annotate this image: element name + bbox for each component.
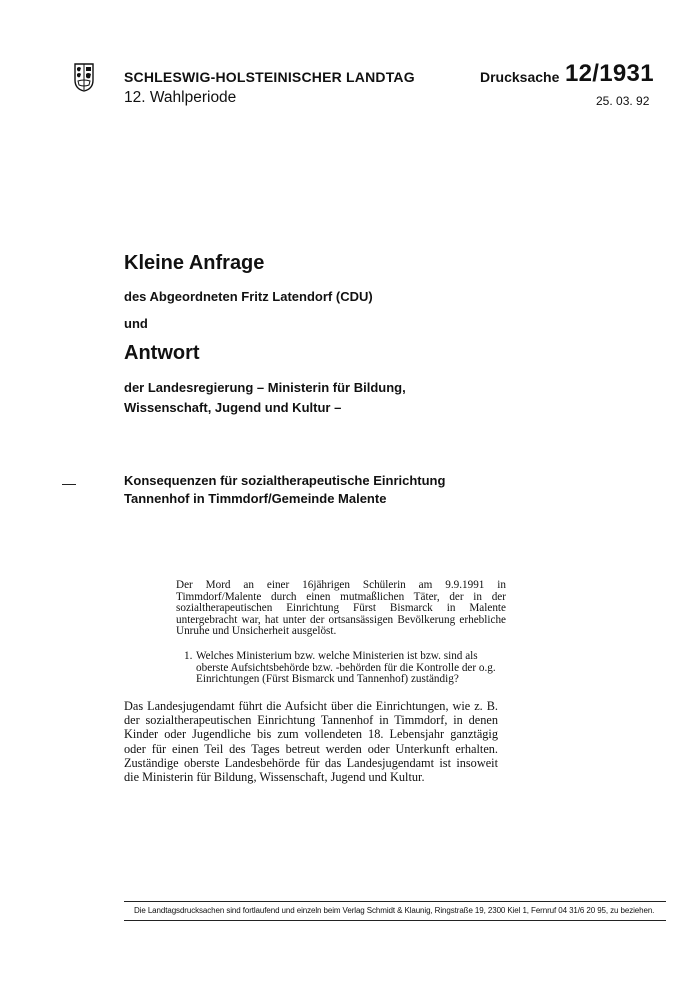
question-1-number: 1. [184, 650, 193, 662]
coat-of-arms-icon [74, 62, 94, 92]
election-period: 12. Wahlperiode [124, 89, 237, 106]
document-date: 25. 03. 92 [596, 94, 650, 108]
heading-antwort: Antwort [124, 342, 200, 364]
footer-note: Die Landtagsdrucksachen sind fortlaufend und einzeln beim Verlag Schmidt & Klaunig, Ringstraße 19, 2300 Kiel 1, Fernruf 04 31/6 20 95, zu beziehen. [134, 906, 655, 915]
footer-rule-bottom [124, 920, 666, 921]
conjunction-und: und [124, 316, 148, 331]
answer-text: Das Landesjugendamt führt die Aufsicht über die Einrichtungen, wie z. B. der sozialtherapeutischen Einrichtung Tannenhof in Timmdorf, in denen Kinder oder Jugendliche bis zum vollendeten 18. Lebensjahr ganztägig oder für einen Teil des Tages betreut werden oder Unterkunft erhalten. Zuständige oberste Landesbehörde für das Landesjugendamt ist insoweit die Ministerin für Bildung, Wissenschaft, Jugend und Kultur. [124, 699, 498, 785]
questioner-line: des Abgeordneten Fritz Latendorf (CDU) [124, 289, 373, 304]
question-1-text: Welches Ministerium bzw. welche Ministerien ist bzw. sind als oberste Aufsichtsbehörde bzw. -behörden für die Kontrolle der o.g. Einrichtungen (Fürst Bismarck und Tannenhof) zuständig? [196, 650, 496, 685]
footer-rule-top [124, 901, 666, 902]
subject-line-2: Tannenhof in Timmdorf/Gemeinde Malente [124, 491, 387, 506]
respondent-line-1: der Landesregierung – Ministerin für Bildung, [124, 380, 406, 395]
heading-kleine-anfrage: Kleine Anfrage [124, 252, 265, 274]
drucksache-number: 12/1931 [565, 60, 654, 87]
institution-name: SCHLESWIG-HOLSTEINISCHER LANDTAG [124, 69, 415, 85]
respondent-line-2: Wissenschaft, Jugend und Kultur – [124, 400, 342, 415]
question-intro: Der Mord an einer 16jährigen Schülerin am 9.9.1991 in Timmdorf/Malente durch einen mutmaßlichen Täter, der in der sozialtherapeutischen Einrichtung Fürst Bismarck in Malente untergebracht war, hat unter der ortsansässigen Bevölkerung erhebliche Unruhe und Unsicherheit ausgelöst. [176, 579, 506, 637]
drucksache-label: Drucksache [480, 69, 560, 85]
margin-dash [62, 484, 76, 485]
subject-line-1: Konsequenzen für sozialtherapeutische Einrichtung [124, 473, 446, 488]
question-1 [176, 651, 506, 686]
